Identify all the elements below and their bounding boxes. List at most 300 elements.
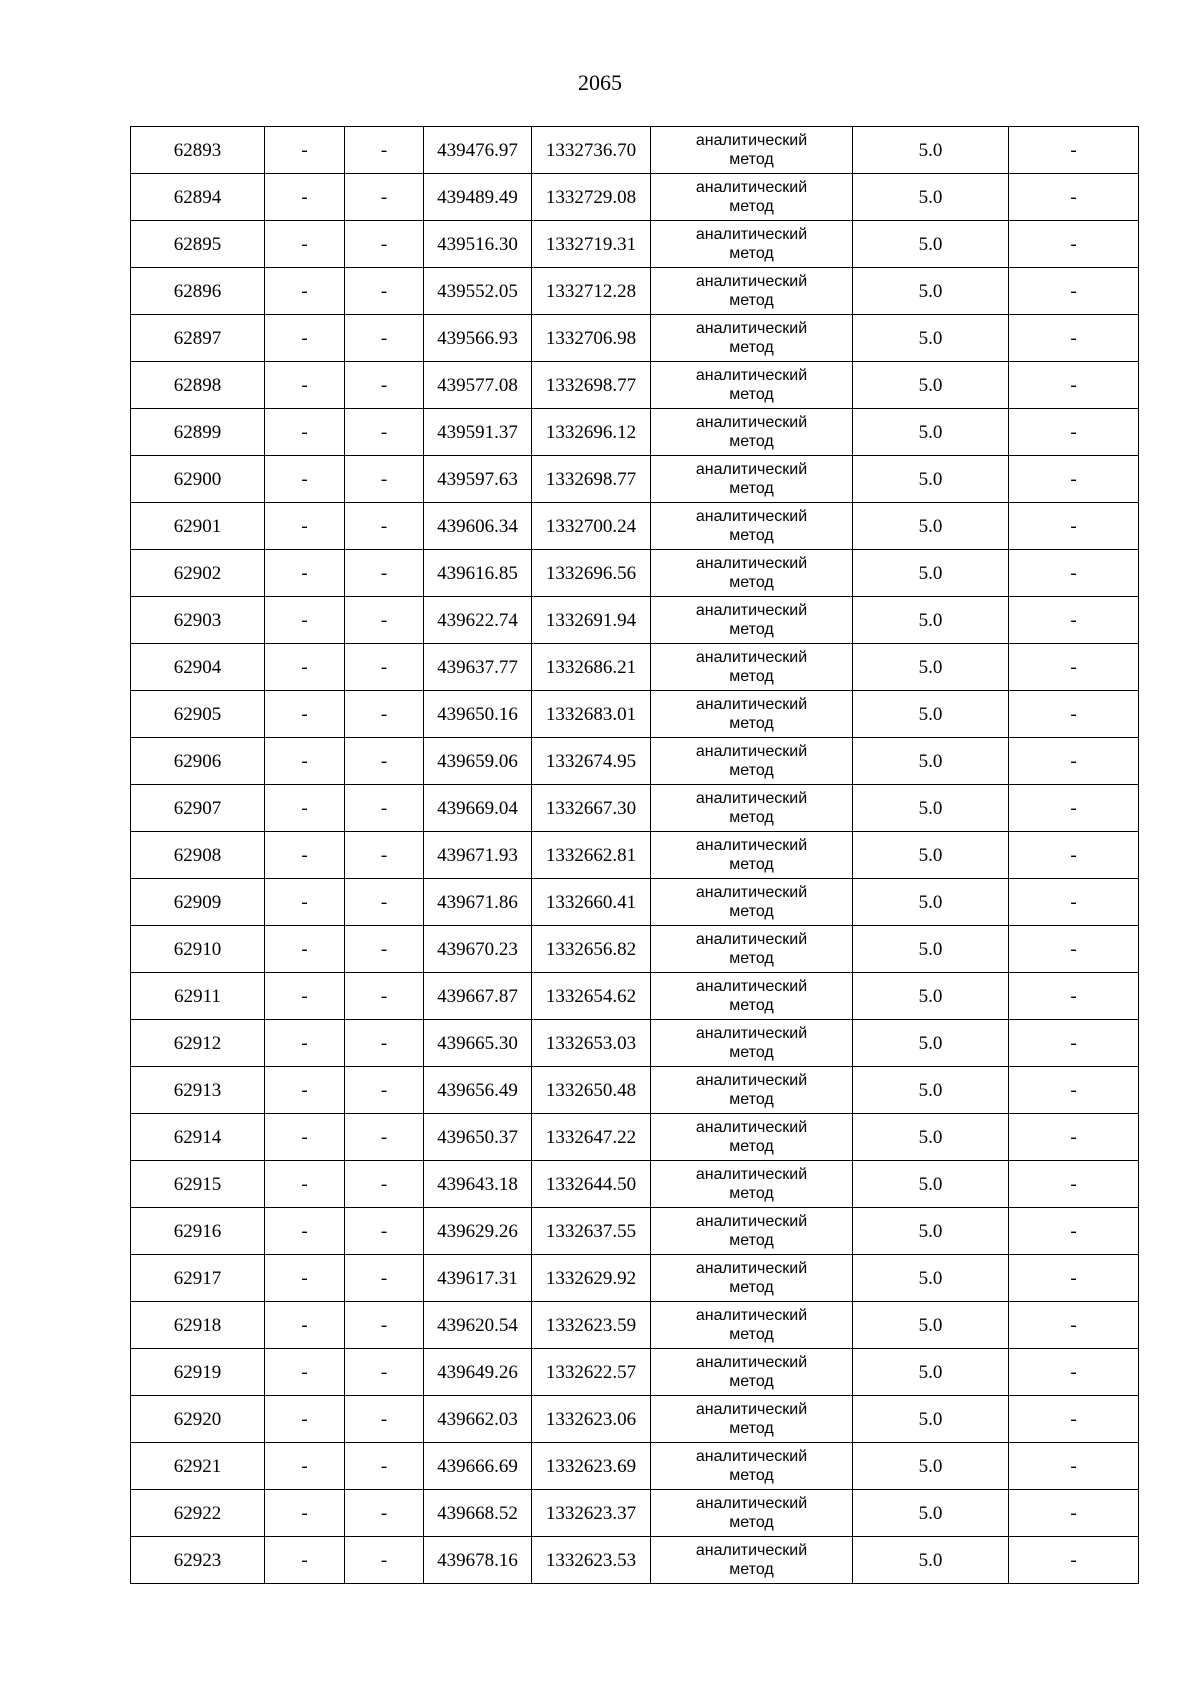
point-number-cell: 62905 [131,691,265,738]
accuracy-cell: 5.0 [853,1302,1009,1349]
table-row [131,1020,1139,1067]
table-row [131,785,1139,832]
point-number-cell: 62903 [131,597,265,644]
method-line-1: аналитический [695,1259,808,1277]
method-line-1: аналитический [695,225,808,243]
y-coordinate-cell: 1332698.77 [532,362,651,409]
method-cell [651,1114,853,1161]
point-number-cell: 62895 [131,221,265,268]
empty-value-cell: - [345,597,424,644]
empty-value-cell: - [1009,1020,1139,1067]
empty-value-cell: - [265,268,345,315]
method-line-1: аналитический [695,1306,808,1324]
method-cell [651,503,853,550]
method-line-1: аналитический [695,836,808,854]
empty-value-cell: - [1009,738,1139,785]
method-cell [651,550,853,597]
empty-value-cell: - [1009,832,1139,879]
empty-value-cell: - [265,644,345,691]
empty-value-cell: - [1009,268,1139,315]
method-line-2: метод [729,668,774,685]
x-coordinate-cell: 439620.54 [424,1302,532,1349]
accuracy-cell: 5.0 [853,1114,1009,1161]
point-number-cell: 62899 [131,409,265,456]
y-coordinate-cell: 1332656.82 [532,926,651,973]
empty-value-cell: - [265,1067,345,1114]
empty-value-cell: - [265,1349,345,1396]
empty-value-cell: - [345,1443,424,1490]
point-number-cell: 62922 [131,1490,265,1537]
method-line-1: аналитический [695,1071,808,1089]
method-line-1: аналитический [695,1212,808,1230]
method-cell [651,691,853,738]
empty-value-cell: - [345,1396,424,1443]
x-coordinate-cell: 439671.93 [424,832,532,879]
x-coordinate-cell: 439670.23 [424,926,532,973]
empty-value-cell: - [1009,1349,1139,1396]
table-body [131,127,1139,1584]
accuracy-cell: 5.0 [853,597,1009,644]
table-row [131,1255,1139,1302]
empty-value-cell: - [345,879,424,926]
y-coordinate-cell: 1332662.81 [532,832,651,879]
empty-value-cell: - [345,1067,424,1114]
accuracy-cell: 5.0 [853,691,1009,738]
empty-value-cell: - [265,409,345,456]
method-line-1: аналитический [695,178,808,196]
y-coordinate-cell: 1332650.48 [532,1067,651,1114]
empty-value-cell: - [345,550,424,597]
empty-value-cell: - [265,127,345,174]
empty-value-cell: - [345,503,424,550]
empty-value-cell: - [1009,597,1139,644]
accuracy-cell: 5.0 [853,456,1009,503]
method-line-2: метод [729,1514,774,1531]
method-cell [651,315,853,362]
table-row [131,738,1139,785]
empty-value-cell: - [1009,409,1139,456]
empty-value-cell: - [265,1255,345,1302]
y-coordinate-cell: 1332736.70 [532,127,651,174]
accuracy-cell: 5.0 [853,1161,1009,1208]
x-coordinate-cell: 439666.69 [424,1443,532,1490]
method-cell [651,1255,853,1302]
x-coordinate-cell: 439489.49 [424,174,532,221]
empty-value-cell: - [265,1302,345,1349]
x-coordinate-cell: 439516.30 [424,221,532,268]
point-number-cell: 62918 [131,1302,265,1349]
table-row [131,1161,1139,1208]
method-line-1: аналитический [695,742,808,760]
point-number-cell: 62917 [131,1255,265,1302]
x-coordinate-cell: 439616.85 [424,550,532,597]
accuracy-cell: 5.0 [853,174,1009,221]
x-coordinate-cell: 439667.87 [424,973,532,1020]
empty-value-cell: - [345,221,424,268]
point-number-cell: 62923 [131,1537,265,1584]
x-coordinate-cell: 439665.30 [424,1020,532,1067]
table-row [131,1067,1139,1114]
empty-value-cell: - [1009,362,1139,409]
empty-value-cell: - [345,1537,424,1584]
method-cell [651,1302,853,1349]
point-number-cell: 62919 [131,1349,265,1396]
empty-value-cell: - [265,1208,345,1255]
point-number-cell: 62920 [131,1396,265,1443]
accuracy-cell: 5.0 [853,221,1009,268]
x-coordinate-cell: 439566.93 [424,315,532,362]
empty-value-cell: - [265,879,345,926]
x-coordinate-cell: 439669.04 [424,785,532,832]
point-number-cell: 62921 [131,1443,265,1490]
point-number-cell: 62896 [131,268,265,315]
empty-value-cell: - [345,1302,424,1349]
method-line-2: метод [729,574,774,591]
method-cell [651,221,853,268]
y-coordinate-cell: 1332667.30 [532,785,651,832]
method-line-1: аналитический [695,272,808,290]
method-cell [651,785,853,832]
method-line-1: аналитический [695,1024,808,1042]
empty-value-cell: - [265,1396,345,1443]
empty-value-cell: - [265,456,345,503]
method-line-2: метод [729,1138,774,1155]
method-line-2: метод [729,151,774,168]
empty-value-cell: - [345,409,424,456]
method-line-1: аналитический [695,413,808,431]
empty-value-cell: - [345,315,424,362]
accuracy-cell: 5.0 [853,127,1009,174]
x-coordinate-cell: 439659.06 [424,738,532,785]
y-coordinate-cell: 1332623.69 [532,1443,651,1490]
empty-value-cell: - [345,1161,424,1208]
y-coordinate-cell: 1332623.59 [532,1302,651,1349]
point-number-cell: 62893 [131,127,265,174]
method-line-2: метод [729,1373,774,1390]
method-line-2: метод [729,856,774,873]
accuracy-cell: 5.0 [853,1396,1009,1443]
table-row [131,268,1139,315]
point-number-cell: 62913 [131,1067,265,1114]
accuracy-cell: 5.0 [853,1208,1009,1255]
method-line-1: аналитический [695,1353,808,1371]
method-line-2: метод [729,292,774,309]
x-coordinate-cell: 439650.16 [424,691,532,738]
point-number-cell: 62911 [131,973,265,1020]
empty-value-cell: - [265,738,345,785]
table-row [131,597,1139,644]
accuracy-cell: 5.0 [853,1443,1009,1490]
point-number-cell: 62900 [131,456,265,503]
method-cell [651,1349,853,1396]
method-line-2: метод [729,1420,774,1437]
empty-value-cell: - [1009,926,1139,973]
empty-value-cell: - [265,1020,345,1067]
method-line-1: аналитический [695,1447,808,1465]
x-coordinate-cell: 439671.86 [424,879,532,926]
coordinates-table [130,126,1139,1584]
empty-value-cell: - [1009,503,1139,550]
method-cell [651,1020,853,1067]
empty-value-cell: - [1009,315,1139,362]
method-cell [651,456,853,503]
empty-value-cell: - [1009,221,1139,268]
table-row [131,879,1139,926]
method-line-2: метод [729,950,774,967]
empty-value-cell: - [345,738,424,785]
x-coordinate-cell: 439597.63 [424,456,532,503]
empty-value-cell: - [345,1490,424,1537]
point-number-cell: 62901 [131,503,265,550]
x-coordinate-cell: 439606.34 [424,503,532,550]
empty-value-cell: - [345,127,424,174]
y-coordinate-cell: 1332700.24 [532,503,651,550]
method-line-1: аналитический [695,507,808,525]
empty-value-cell: - [265,221,345,268]
empty-value-cell: - [265,597,345,644]
table-row [131,1443,1139,1490]
empty-value-cell: - [265,1443,345,1490]
x-coordinate-cell: 439662.03 [424,1396,532,1443]
point-number-cell: 62907 [131,785,265,832]
empty-value-cell: - [265,785,345,832]
empty-value-cell: - [1009,174,1139,221]
method-cell [651,174,853,221]
empty-value-cell: - [265,1490,345,1537]
table-row [131,1537,1139,1584]
empty-value-cell: - [1009,973,1139,1020]
method-line-2: метод [729,1044,774,1061]
empty-value-cell: - [345,973,424,1020]
empty-value-cell: - [1009,456,1139,503]
point-number-cell: 62912 [131,1020,265,1067]
table-row [131,1208,1139,1255]
empty-value-cell: - [265,503,345,550]
table-row [131,1302,1139,1349]
empty-value-cell: - [345,456,424,503]
accuracy-cell: 5.0 [853,1490,1009,1537]
method-line-1: аналитический [695,1165,808,1183]
method-line-2: метод [729,903,774,920]
y-coordinate-cell: 1332637.55 [532,1208,651,1255]
method-line-2: метод [729,1232,774,1249]
empty-value-cell: - [345,1020,424,1067]
table-row [131,456,1139,503]
empty-value-cell: - [265,973,345,1020]
table-row [131,1490,1139,1537]
empty-value-cell: - [265,550,345,597]
point-number-cell: 62914 [131,1114,265,1161]
accuracy-cell: 5.0 [853,1349,1009,1396]
method-cell [651,1067,853,1114]
y-coordinate-cell: 1332623.06 [532,1396,651,1443]
method-cell [651,362,853,409]
method-line-2: метод [729,762,774,779]
point-number-cell: 62909 [131,879,265,926]
empty-value-cell: - [345,1114,424,1161]
empty-value-cell: - [1009,1302,1139,1349]
method-cell [651,1396,853,1443]
empty-value-cell: - [1009,1396,1139,1443]
method-line-2: метод [729,480,774,497]
method-line-1: аналитический [695,789,808,807]
method-line-2: метод [729,198,774,215]
y-coordinate-cell: 1332696.12 [532,409,651,456]
y-coordinate-cell: 1332644.50 [532,1161,651,1208]
method-cell [651,832,853,879]
method-line-1: аналитический [695,695,808,713]
empty-value-cell: - [1009,691,1139,738]
x-coordinate-cell: 439678.16 [424,1537,532,1584]
method-cell [651,644,853,691]
empty-value-cell: - [265,1114,345,1161]
y-coordinate-cell: 1332683.01 [532,691,651,738]
empty-value-cell: - [1009,1208,1139,1255]
x-coordinate-cell: 439591.37 [424,409,532,456]
point-number-cell: 62910 [131,926,265,973]
empty-value-cell: - [1009,785,1139,832]
accuracy-cell: 5.0 [853,832,1009,879]
method-line-1: аналитический [695,319,808,337]
y-coordinate-cell: 1332729.08 [532,174,651,221]
method-cell [651,926,853,973]
empty-value-cell: - [345,174,424,221]
page-number: 2065 [578,70,622,95]
method-cell [651,1537,853,1584]
empty-value-cell: - [345,691,424,738]
method-cell [651,879,853,926]
y-coordinate-cell: 1332712.28 [532,268,651,315]
empty-value-cell: - [1009,1537,1139,1584]
table-row [131,1396,1139,1443]
accuracy-cell: 5.0 [853,1020,1009,1067]
method-line-1: аналитический [695,930,808,948]
empty-value-cell: - [1009,1067,1139,1114]
empty-value-cell: - [1009,1255,1139,1302]
point-number-cell: 62902 [131,550,265,597]
x-coordinate-cell: 439629.26 [424,1208,532,1255]
point-number-cell: 62898 [131,362,265,409]
empty-value-cell: - [265,1161,345,1208]
y-coordinate-cell: 1332660.41 [532,879,651,926]
empty-value-cell: - [1009,550,1139,597]
accuracy-cell: 5.0 [853,785,1009,832]
method-cell [651,738,853,785]
empty-value-cell: - [345,1208,424,1255]
empty-value-cell: - [1009,1114,1139,1161]
empty-value-cell: - [1009,127,1139,174]
empty-value-cell: - [345,644,424,691]
empty-value-cell: - [345,1255,424,1302]
method-line-1: аналитический [695,460,808,478]
empty-value-cell: - [1009,1443,1139,1490]
x-coordinate-cell: 439552.05 [424,268,532,315]
method-line-2: метод [729,1091,774,1108]
accuracy-cell: 5.0 [853,1067,1009,1114]
accuracy-cell: 5.0 [853,362,1009,409]
method-cell [651,409,853,456]
method-line-1: аналитический [695,648,808,666]
method-line-2: метод [729,339,774,356]
method-line-1: аналитический [695,366,808,384]
method-line-2: метод [729,1326,774,1343]
table-row [131,221,1139,268]
method-cell [651,127,853,174]
empty-value-cell: - [265,362,345,409]
accuracy-cell: 5.0 [853,1255,1009,1302]
empty-value-cell: - [345,785,424,832]
empty-value-cell: - [345,362,424,409]
accuracy-cell: 5.0 [853,926,1009,973]
empty-value-cell: - [345,268,424,315]
y-coordinate-cell: 1332686.21 [532,644,651,691]
method-line-2: метод [729,527,774,544]
empty-value-cell: - [345,926,424,973]
x-coordinate-cell: 439577.08 [424,362,532,409]
method-cell [651,1443,853,1490]
method-line-1: аналитический [695,601,808,619]
table-row [131,174,1139,221]
accuracy-cell: 5.0 [853,409,1009,456]
table-row [131,691,1139,738]
y-coordinate-cell: 1332623.37 [532,1490,651,1537]
x-coordinate-cell: 439622.74 [424,597,532,644]
y-coordinate-cell: 1332696.56 [532,550,651,597]
empty-value-cell: - [265,1537,345,1584]
method-line-2: метод [729,1185,774,1202]
y-coordinate-cell: 1332623.53 [532,1537,651,1584]
empty-value-cell: - [265,926,345,973]
method-line-2: метод [729,433,774,450]
y-coordinate-cell: 1332691.94 [532,597,651,644]
method-line-1: аналитический [695,1541,808,1559]
empty-value-cell: - [1009,879,1139,926]
x-coordinate-cell: 439643.18 [424,1161,532,1208]
method-line-2: метод [729,1279,774,1296]
x-coordinate-cell: 439656.49 [424,1067,532,1114]
x-coordinate-cell: 439650.37 [424,1114,532,1161]
accuracy-cell: 5.0 [853,503,1009,550]
table-row [131,127,1139,174]
empty-value-cell: - [345,832,424,879]
empty-value-cell: - [1009,644,1139,691]
x-coordinate-cell: 439637.77 [424,644,532,691]
point-number-cell: 62897 [131,315,265,362]
accuracy-cell: 5.0 [853,879,1009,926]
table-row [131,550,1139,597]
method-line-2: метод [729,621,774,638]
method-cell [651,1208,853,1255]
point-number-cell: 62915 [131,1161,265,1208]
table-row [131,315,1139,362]
table-row [131,926,1139,973]
point-number-cell: 62904 [131,644,265,691]
empty-value-cell: - [265,174,345,221]
method-cell [651,268,853,315]
point-number-cell: 62906 [131,738,265,785]
method-line-1: аналитический [695,131,808,149]
table-row [131,1114,1139,1161]
table-row [131,644,1139,691]
empty-value-cell: - [265,691,345,738]
y-coordinate-cell: 1332698.77 [532,456,651,503]
empty-value-cell: - [265,315,345,362]
empty-value-cell: - [265,832,345,879]
x-coordinate-cell: 439476.97 [424,127,532,174]
accuracy-cell: 5.0 [853,644,1009,691]
method-line-1: аналитический [695,1400,808,1418]
method-line-1: аналитический [695,1118,808,1136]
